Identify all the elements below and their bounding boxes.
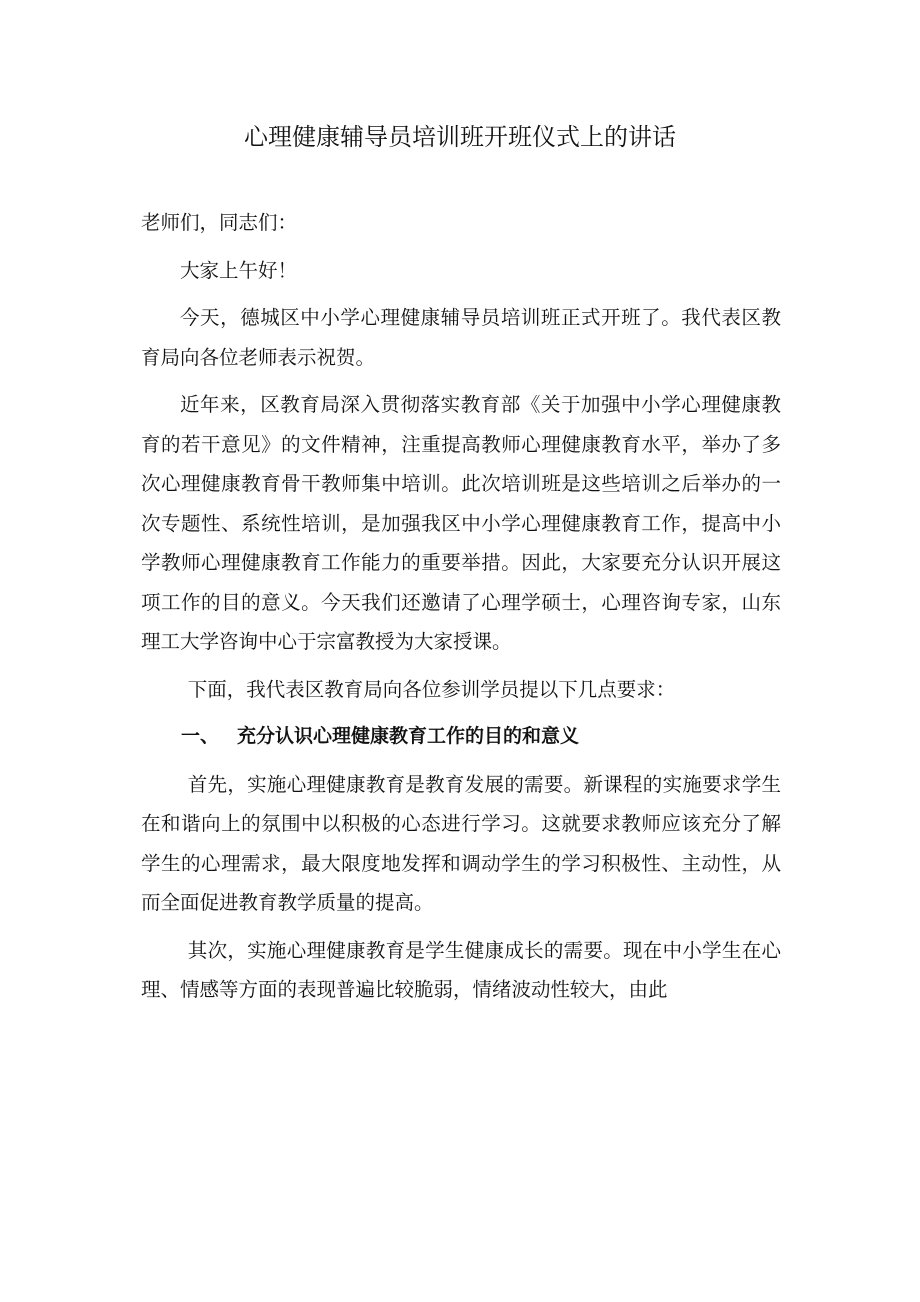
paragraph-second-point: 其次，实施心理健康教育是学生健康成长的需要。现在中小学生在心理、情感等方面的表现普遍比较脆弱，情绪波动性较大，由此 <box>141 938 781 1001</box>
greeting: 大家上午好！ <box>180 258 298 282</box>
paragraph-opening: 今天，德城区中小学心理健康辅导员培训班正式开班了。我代表区教育局向各位老师表示祝贺。 <box>141 306 781 369</box>
section-heading-text: 充分认识心理健康教育工作的目的和意义 <box>237 725 580 747</box>
paragraph-first-point: 首先，实施心理健康教育是教育发展的需要。新课程的实施要求学生在和谐向上的氛围中以积极的心态进行学习。这就要求教师应该充分了解学生的心理需求，最大限度地发挥和调动学生的学习积极性、主动性，从而全面促进教育教学质量的提高。 <box>141 772 781 914</box>
section-number: 一、 <box>181 725 220 747</box>
section-heading <box>141 717 781 757</box>
paragraph-background: 近年来，区教育局深入贯彻落实教育部《关于加强中小学心理健康教育的若干意见》的文件精神，注重提高教师心理健康教育水平，举办了多次心理健康教育骨干教师集中培训。此次培训班是这些培训之后举办的一次专题性、系统性培训，是加强我区中小学心理健康教育工作，提高中小学教师心理健康教育工作能力的重要举措。因此，大家要充分认识开展这项工作的目的意义。今天我们还邀请了心理学硕士，心理咨询专家，山东理工大学咨询中心于宗富教授为大家授课。 <box>141 393 781 653</box>
document-body <box>141 203 781 1018</box>
paragraph-requirements-intro: 下面，我代表区教育局向各位参训学员提以下几点要求： <box>187 677 676 701</box>
salutation: 老师们，同志们： <box>141 211 298 234</box>
document-title: 心理健康辅导员培训班开班仪式上的讲话 <box>244 123 676 151</box>
